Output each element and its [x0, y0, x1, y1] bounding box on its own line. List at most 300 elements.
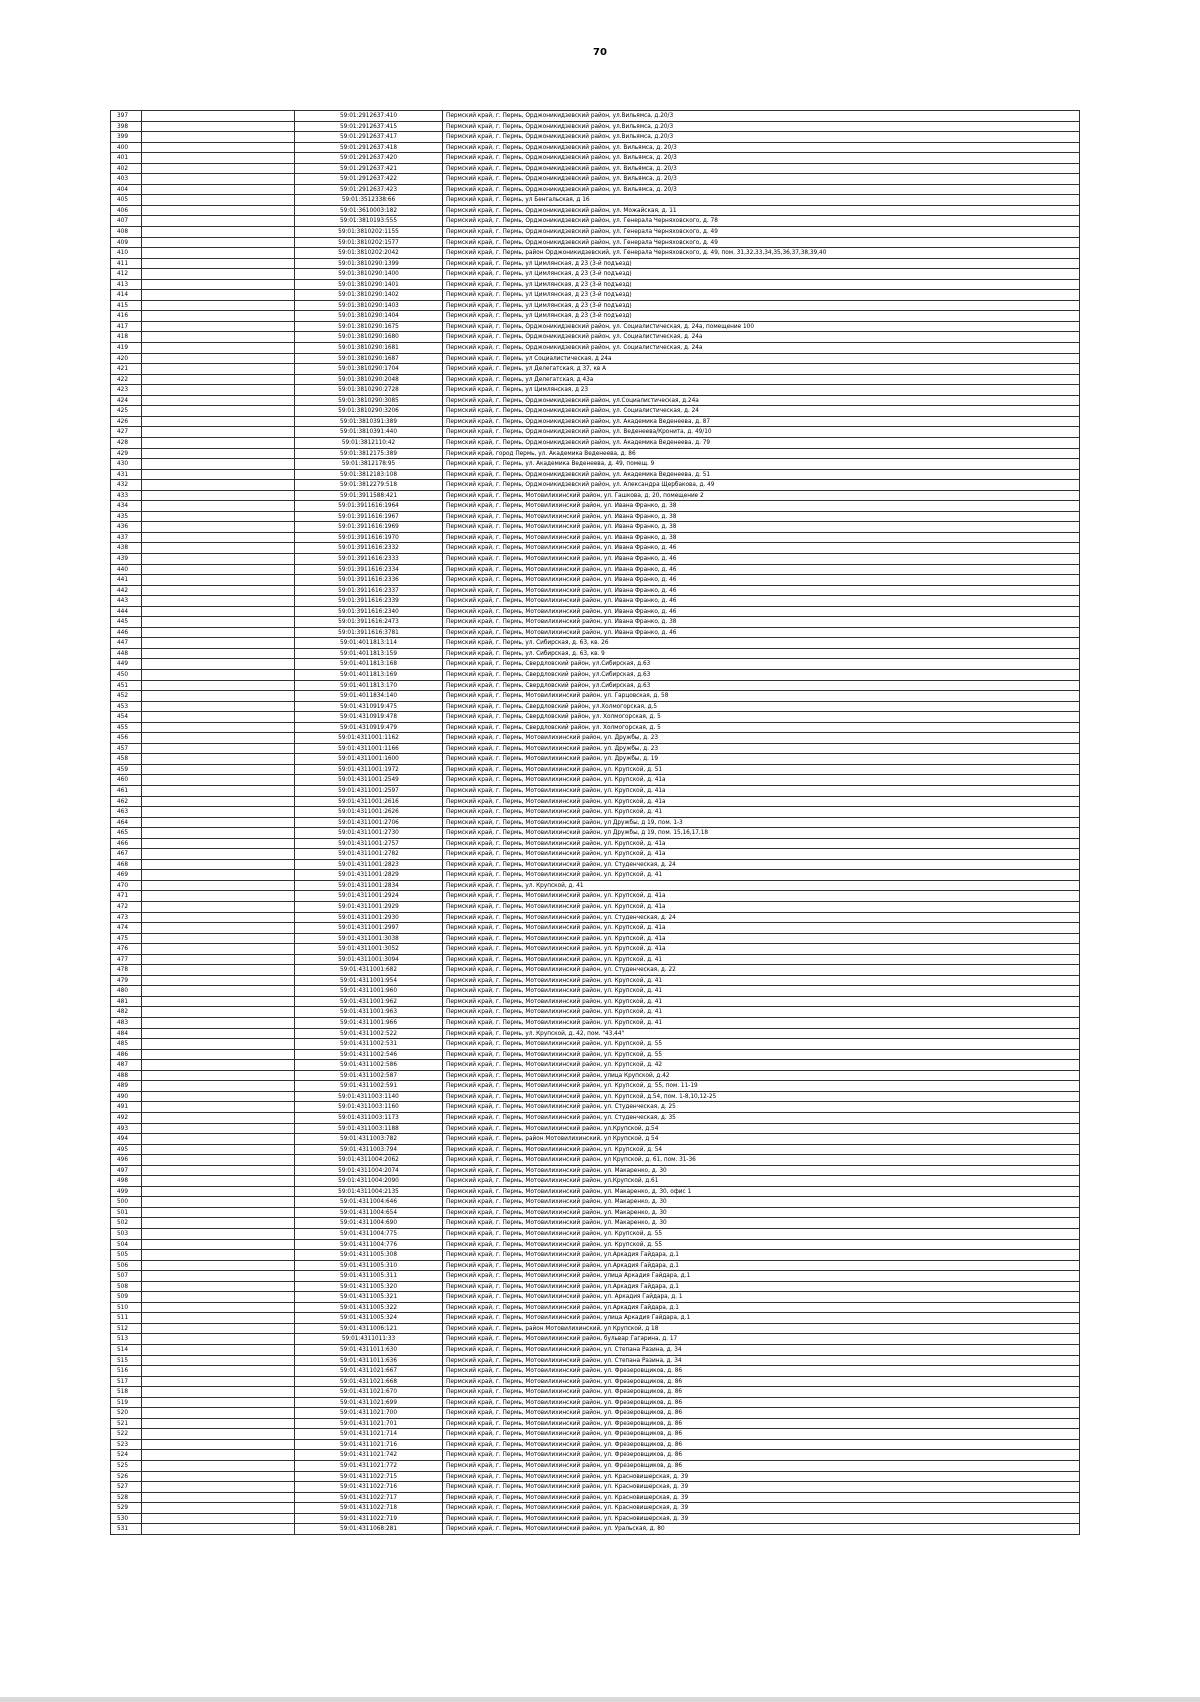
table-row	[111, 870, 1080, 881]
row-blank	[142, 216, 295, 227]
address: Пермский край, г. Пермь, Мотовилихинский район, ул. Крупской, д. 41	[443, 996, 1080, 1007]
table-row	[111, 1250, 1080, 1261]
address: Пермский край, г. Пермь, ул Цимлянская, д 23 (3-й подъезд)	[443, 279, 1080, 290]
row-number: 522	[111, 1429, 142, 1440]
row-number: 493	[111, 1123, 142, 1134]
cadastral-number: 59:01:4311022:718	[295, 1503, 443, 1514]
row-blank	[142, 596, 295, 607]
table-row	[111, 986, 1080, 997]
row-blank	[142, 1503, 295, 1514]
row-number: 431	[111, 469, 142, 480]
cadastral-number: 59:01:3911616:2339	[295, 596, 443, 607]
table-row	[111, 923, 1080, 934]
address: Пермский край, г. Пермь, Орджоникидзевский район, ул.Социалистическая, д.24а	[443, 395, 1080, 406]
address: Пермский край, г. Пермь, Мотовилихинский район, ул Дружбы, д 19, пом. 1-3	[443, 817, 1080, 828]
address: Пермский край, г. Пермь, район Мотовилихинский, ул Крупской, д 54	[443, 1134, 1080, 1145]
address: Пермский край, г. Пермь, Мотовилихинский район, ул. Крупской, д. 41а	[443, 838, 1080, 849]
row-blank	[142, 248, 295, 259]
address: Пермский край, г. Пермь, Мотовилихинский район, ул. Крупской, д. 55	[443, 1239, 1080, 1250]
cadastral-number: 59:01:3810290:1404	[295, 311, 443, 322]
address: Пермский край, г. Пермь, Мотовилихинский район, улица Аркадия Гайдара, д.1	[443, 1313, 1080, 1324]
cadastral-number: 59:01:4311005:320	[295, 1281, 443, 1292]
row-blank	[142, 564, 295, 575]
address: Пермский край, г. Пермь, Мотовилихинский район, ул. Студенческая, д. 35	[443, 1112, 1080, 1123]
address: Пермский край, г. Пермь, Мотовилихинский район, ул. Крупской, д. 41а	[443, 944, 1080, 955]
cadastral-number: 59:01:4311001:1972	[295, 764, 443, 775]
row-blank	[142, 1028, 295, 1039]
table-row	[111, 1165, 1080, 1176]
row-blank	[142, 575, 295, 586]
row-number: 450	[111, 669, 142, 680]
table-row	[111, 1439, 1080, 1450]
table-row	[111, 300, 1080, 311]
address: Пермский край, г. Пермь, Мотовилихинский район, ул. Ивана Франко, д. 38	[443, 617, 1080, 628]
table-row	[111, 111, 1080, 122]
cadastral-number: 59:01:4311001:963	[295, 1007, 443, 1018]
table-row	[111, 1155, 1080, 1166]
row-number: 512	[111, 1323, 142, 1334]
cadastral-number: 59:01:4311021:670	[295, 1387, 443, 1398]
address: Пермский край, город Пермь, ул. Академика Веденеева, д. 86	[443, 448, 1080, 459]
row-number: 435	[111, 511, 142, 522]
table-row	[111, 459, 1080, 470]
row-number: 462	[111, 796, 142, 807]
row-number: 405	[111, 195, 142, 206]
row-number: 439	[111, 553, 142, 564]
row-blank	[142, 606, 295, 617]
row-number: 428	[111, 437, 142, 448]
table-row	[111, 1207, 1080, 1218]
cadastral-number: 59:01:3810391:389	[295, 416, 443, 427]
table-row	[111, 1144, 1080, 1155]
address: Пермский край, г. Пермь, Орджоникидзевский район, ул. Социалистическая, д. 24а	[443, 332, 1080, 343]
row-blank	[142, 902, 295, 913]
address: Пермский край, г. Пермь, Мотовилихинский район, ул Дружбы, д 19, пом. 15,16,17,18	[443, 828, 1080, 839]
table-row	[111, 1429, 1080, 1440]
address: Пермский край, г. Пермь, Мотовилихинский район, ул. Фрезеровщиков, д. 86	[443, 1397, 1080, 1408]
row-number: 411	[111, 258, 142, 269]
row-number: 519	[111, 1397, 142, 1408]
cadastral-number: 59:01:4311001:2997	[295, 923, 443, 934]
table-row	[111, 1471, 1080, 1482]
table-row	[111, 153, 1080, 164]
cadastral-number: 59:01:4311021:700	[295, 1408, 443, 1419]
address: Пермский край, г. Пермь, Орджоникидзевский район, ул. Вильямса, д. 20/3	[443, 174, 1080, 185]
row-number: 437	[111, 532, 142, 543]
cadastral-number: 59:01:4311011:630	[295, 1344, 443, 1355]
table-row	[111, 1091, 1080, 1102]
cadastral-number: 59:01:3911616:1970	[295, 532, 443, 543]
row-blank	[142, 153, 295, 164]
table-row	[111, 1461, 1080, 1472]
row-number: 409	[111, 237, 142, 248]
address: Пермский край, г. Пермь, Мотовилихинский район, ул. Ивана Франко, д. 46	[443, 564, 1080, 575]
address: Пермский край, г. Пермь, ул Цимлянская, д 23 (3-й подъезд)	[443, 258, 1080, 269]
cadastral-number: 59:01:4311001:2834	[295, 880, 443, 891]
row-number: 449	[111, 659, 142, 670]
table-row	[111, 480, 1080, 491]
table-row	[111, 121, 1080, 132]
row-number: 523	[111, 1439, 142, 1450]
row-blank	[142, 459, 295, 470]
row-blank	[142, 374, 295, 385]
row-blank	[142, 733, 295, 744]
table-row	[111, 532, 1080, 543]
cadastral-number: 59:01:4311001:2924	[295, 891, 443, 902]
row-number: 502	[111, 1218, 142, 1229]
row-number: 490	[111, 1091, 142, 1102]
address: Пермский край, г. Пермь, Мотовилихинский район, ул. Красновишерская, д. 39	[443, 1471, 1080, 1482]
table-row	[111, 1292, 1080, 1303]
cadastral-number: 59:01:3810193:555	[295, 216, 443, 227]
cadastral-number: 59:01:4311001:2829	[295, 870, 443, 881]
row-blank	[142, 617, 295, 628]
cadastral-number: 59:01:3810290:2048	[295, 374, 443, 385]
row-number: 520	[111, 1408, 142, 1419]
table-row	[111, 596, 1080, 607]
cadastral-number: 59:01:4311001:3094	[295, 954, 443, 965]
row-number: 487	[111, 1060, 142, 1071]
row-number: 421	[111, 364, 142, 375]
row-number: 455	[111, 722, 142, 733]
row-blank	[142, 722, 295, 733]
row-blank	[142, 796, 295, 807]
address: Пермский край, г. Пермь, Мотовилихинский район, ул. Красновишерская, д. 39	[443, 1482, 1080, 1493]
row-number: 497	[111, 1165, 142, 1176]
address: Пермский край, г. Пермь, Орджоникидзевский район, ул. Вильямса, д. 20/3	[443, 142, 1080, 153]
address: Пермский край, г. Пермь, Мотовилихинский район, ул. Крупской, д. 51	[443, 764, 1080, 775]
row-number: 414	[111, 290, 142, 301]
row-number: 426	[111, 416, 142, 427]
address: Пермский край, г. Пермь, Орджоникидзевский район, ул. Веденеева/Кронита, д. 49/10	[443, 427, 1080, 438]
cadastral-number: 59:01:2912637:422	[295, 174, 443, 185]
table-row	[111, 1503, 1080, 1514]
cadastral-number: 59:01:3810290:1675	[295, 321, 443, 332]
row-number: 459	[111, 764, 142, 775]
table-row	[111, 996, 1080, 1007]
row-blank	[142, 954, 295, 965]
address: Пермский край, г. Пермь, Орджоникидзевский район, ул.Вильямса, д.20/3	[443, 132, 1080, 143]
row-blank	[142, 1344, 295, 1355]
cadastral-number: 59:01:3812175:389	[295, 448, 443, 459]
address: Пермский край, г. Пермь, Мотовилихинский район, ул. Дружбы, д. 23	[443, 743, 1080, 754]
row-number: 501	[111, 1207, 142, 1218]
row-number: 452	[111, 691, 142, 702]
cadastral-number: 59:01:3812279:518	[295, 480, 443, 491]
cadastral-number: 59:01:4011813:114	[295, 638, 443, 649]
row-number: 495	[111, 1144, 142, 1155]
table-row	[111, 933, 1080, 944]
row-number: 430	[111, 459, 142, 470]
row-blank	[142, 786, 295, 797]
cadastral-number: 59:01:4311001:2757	[295, 838, 443, 849]
row-number: 443	[111, 596, 142, 607]
row-blank	[142, 290, 295, 301]
cadastral-number: 59:01:4311001:960	[295, 986, 443, 997]
address: Пермский край, г. Пермь, Мотовилихинский район, ул. Крупской, д. 41а	[443, 775, 1080, 786]
row-number: 525	[111, 1461, 142, 1472]
table-row	[111, 891, 1080, 902]
table-row	[111, 448, 1080, 459]
row-blank	[142, 184, 295, 195]
cadastral-number: 59:01:3810290:1399	[295, 258, 443, 269]
row-blank	[142, 1070, 295, 1081]
table-row	[111, 1070, 1080, 1081]
row-blank	[142, 712, 295, 723]
page-number: 70	[593, 47, 607, 58]
row-number: 477	[111, 954, 142, 965]
row-number: 399	[111, 132, 142, 143]
row-blank	[142, 1228, 295, 1239]
row-blank	[142, 501, 295, 512]
table-row	[111, 427, 1080, 438]
row-number: 432	[111, 480, 142, 491]
row-number: 448	[111, 648, 142, 659]
row-number: 453	[111, 701, 142, 712]
row-blank	[142, 1007, 295, 1018]
row-number: 457	[111, 743, 142, 754]
table-row	[111, 648, 1080, 659]
table-row	[111, 1028, 1080, 1039]
row-blank	[142, 828, 295, 839]
row-number: 461	[111, 786, 142, 797]
row-number: 482	[111, 1007, 142, 1018]
row-number: 467	[111, 849, 142, 860]
row-number: 460	[111, 775, 142, 786]
row-blank	[142, 353, 295, 364]
row-number: 526	[111, 1471, 142, 1482]
cadastral-number: 59:01:4311004:654	[295, 1207, 443, 1218]
cadastral-number: 59:01:4011813:168	[295, 659, 443, 670]
cadastral-number: 59:01:4311001:3038	[295, 933, 443, 944]
cadastral-number: 59:01:4311003:1188	[295, 1123, 443, 1134]
table-row	[111, 1197, 1080, 1208]
row-number: 446	[111, 627, 142, 638]
address: Пермский край, г. Пермь, ул. Сибирская, д. 63, кв. 9	[443, 648, 1080, 659]
row-number: 413	[111, 279, 142, 290]
row-number: 454	[111, 712, 142, 723]
row-blank	[142, 1355, 295, 1366]
cadastral-number: 59:01:3810290:2728	[295, 385, 443, 396]
row-number: 470	[111, 880, 142, 891]
row-number: 504	[111, 1239, 142, 1250]
address: Пермский край, г. Пермь, Мотовилихинский район, ул. Фрезеровщиков, д. 86	[443, 1429, 1080, 1440]
address: Пермский край, г. Пермь, Свердловский район, ул.Сибирская, д.63	[443, 659, 1080, 670]
address: Пермский край, г. Пермь, Мотовилихинский район, ул. Степана Разина, д. 34	[443, 1355, 1080, 1366]
table-row	[111, 1186, 1080, 1197]
row-blank	[142, 406, 295, 417]
table-row	[111, 437, 1080, 448]
row-blank	[142, 1313, 295, 1324]
row-number: 506	[111, 1260, 142, 1271]
address: Пермский край, г. Пермь, Орджоникидзевский район, ул.Вильямса, д.20/3	[443, 121, 1080, 132]
row-number: 400	[111, 142, 142, 153]
cadastral-number: 59:01:4311001:1166	[295, 743, 443, 754]
row-blank	[142, 364, 295, 375]
row-number: 424	[111, 395, 142, 406]
cadastral-number: 59:01:3810290:3206	[295, 406, 443, 417]
address: Пермский край, г. Пермь, Мотовилихинский район, улица Крупской, д.42	[443, 1070, 1080, 1081]
row-number: 407	[111, 216, 142, 227]
row-blank	[142, 258, 295, 269]
row-blank	[142, 321, 295, 332]
table-row	[111, 606, 1080, 617]
registry-table-body	[111, 111, 1080, 1535]
address: Пермский край, г. Пермь, Мотовилихинский район, ул. Красновишерская, д. 39	[443, 1513, 1080, 1524]
row-blank	[142, 111, 295, 122]
row-number: 527	[111, 1482, 142, 1493]
row-blank	[142, 996, 295, 1007]
table-row	[111, 754, 1080, 765]
row-number: 483	[111, 1018, 142, 1029]
address: Пермский край, г. Пермь, Мотовилихинский район, ул. Степана Разина, д. 34	[443, 1344, 1080, 1355]
table-row	[111, 1387, 1080, 1398]
cadastral-number: 59:01:4311004:2090	[295, 1176, 443, 1187]
cadastral-number: 59:01:4311021:699	[295, 1397, 443, 1408]
cadastral-number: 59:01:3812183:108	[295, 469, 443, 480]
address: Пермский край, г. Пермь, Мотовилихинский район, ул. Крупской, д. 41	[443, 870, 1080, 881]
row-blank	[142, 807, 295, 818]
table-row	[111, 786, 1080, 797]
table-row	[111, 1281, 1080, 1292]
address: Пермский край, г. Пермь, Мотовилихинский район, ул. Фрезеровщиков, д. 86	[443, 1439, 1080, 1450]
table-row	[111, 132, 1080, 143]
address: Пермский край, г. Пермь, ул Цимлянская, д 23 (3-й подъезд)	[443, 290, 1080, 301]
table-row	[111, 975, 1080, 986]
row-blank	[142, 543, 295, 554]
table-row	[111, 617, 1080, 628]
row-blank	[142, 743, 295, 754]
address: Пермский край, г. Пермь, Мотовилихинский район, ул. Крупской, д. 42	[443, 1060, 1080, 1071]
cadastral-number: 59:01:4311002:522	[295, 1028, 443, 1039]
row-number: 476	[111, 944, 142, 955]
address: Пермский край, г. Пермь, Мотовилихинский район, ул. Фрезеровщиков, д. 86	[443, 1376, 1080, 1387]
address: Пермский край, г. Пермь, Мотовилихинский район, ул. Крупской, д. 55, пом. 11-19	[443, 1081, 1080, 1092]
row-number: 507	[111, 1271, 142, 1282]
address: Пермский край, г. Пермь, Мотовилихинский район, ул. Красновишерская, д. 39	[443, 1492, 1080, 1503]
row-number: 410	[111, 248, 142, 259]
row-number: 478	[111, 965, 142, 976]
row-number: 496	[111, 1155, 142, 1166]
row-blank	[142, 764, 295, 775]
table-row	[111, 311, 1080, 322]
cadastral-number: 59:01:4311022:716	[295, 1482, 443, 1493]
row-number: 408	[111, 227, 142, 238]
address: Пермский край, г. Пермь, район Мотовилихинский, ул Крупской, д 18	[443, 1323, 1080, 1334]
address: Пермский край, г. Пермь, Мотовилихинский район, ул. Красновишерская, д. 39	[443, 1503, 1080, 1514]
cadastral-number: 59:01:4311005:321	[295, 1292, 443, 1303]
address: Пермский край, г. Пермь, Мотовилихинский район, ул. Крупской, д. 41	[443, 954, 1080, 965]
row-number: 404	[111, 184, 142, 195]
row-blank	[142, 437, 295, 448]
table-row	[111, 353, 1080, 364]
table-row	[111, 944, 1080, 955]
row-number: 417	[111, 321, 142, 332]
table-row	[111, 712, 1080, 723]
row-number: 492	[111, 1112, 142, 1123]
cadastral-number: 59:01:4311004:690	[295, 1218, 443, 1229]
row-blank	[142, 1018, 295, 1029]
row-blank	[142, 1186, 295, 1197]
table-row	[111, 575, 1080, 586]
cadastral-number: 59:01:3911616:2332	[295, 543, 443, 554]
row-number: 518	[111, 1387, 142, 1398]
cadastral-number: 59:01:4311005:308	[295, 1250, 443, 1261]
row-number: 416	[111, 311, 142, 322]
cadastral-number: 59:01:2912637:423	[295, 184, 443, 195]
cadastral-number: 59:01:4311021:714	[295, 1429, 443, 1440]
row-blank	[142, 121, 295, 132]
address: Пермский край, г. Пермь, Мотовилихинский район, ул. Ивана Франко, д. 46	[443, 606, 1080, 617]
cadastral-number: 59:01:4311001:2549	[295, 775, 443, 786]
cadastral-number: 59:01:3911616:2336	[295, 575, 443, 586]
row-blank	[142, 132, 295, 143]
row-number: 528	[111, 1492, 142, 1503]
cadastral-number: 59:01:4311002:591	[295, 1081, 443, 1092]
row-blank	[142, 1155, 295, 1166]
cadastral-number: 59:01:3911616:3781	[295, 627, 443, 638]
address: Пермский край, г. Пермь, Мотовилихинский район, ул. Уральская, д. 80	[443, 1524, 1080, 1535]
cadastral-number: 59:01:3911616:2333	[295, 553, 443, 564]
cadastral-number: 59:01:4311004:2074	[295, 1165, 443, 1176]
table-row	[111, 1260, 1080, 1271]
row-blank	[142, 1271, 295, 1282]
table-row	[111, 406, 1080, 417]
row-blank	[142, 522, 295, 533]
cadastral-number: 59:01:4311001:2930	[295, 912, 443, 923]
cadastral-number: 59:01:3810290:1400	[295, 269, 443, 280]
cadastral-number: 59:01:4311001:966	[295, 1018, 443, 1029]
row-blank	[142, 174, 295, 185]
row-blank	[142, 986, 295, 997]
address: Пермский край, г. Пермь, Мотовилихинский район, ул. Ивана Франко, д. 46	[443, 627, 1080, 638]
address: Пермский край, г. Пермь, Мотовилихинский район, ул. Крупской, д. 41а	[443, 786, 1080, 797]
row-number: 499	[111, 1186, 142, 1197]
address: Пермский край, г. Пермь, ул Цимлянская, д 23 (3-й подъезд)	[443, 300, 1080, 311]
cadastral-number: 59:01:4311006:121	[295, 1323, 443, 1334]
row-blank	[142, 1197, 295, 1208]
row-number: 406	[111, 205, 142, 216]
row-blank	[142, 638, 295, 649]
row-number: 524	[111, 1450, 142, 1461]
address: Пермский край, г. Пермь, Орджоникидзевский район, ул. Александра Щербакова, д. 49	[443, 480, 1080, 491]
row-blank	[142, 1366, 295, 1377]
cadastral-number: 59:01:3810290:1680	[295, 332, 443, 343]
cadastral-number: 59:01:3810290:1704	[295, 364, 443, 375]
address: Пермский край, г. Пермь, Мотовилихинский район, ул. Дружбы, д. 19	[443, 754, 1080, 765]
row-number: 521	[111, 1418, 142, 1429]
cadastral-number: 59:01:3810290:1401	[295, 279, 443, 290]
table-row	[111, 1482, 1080, 1493]
address: Пермский край, г. Пермь, Мотовилихинский район, ул. Крупской, д. 41	[443, 807, 1080, 818]
address: Пермский край, г. Пермь, Мотовилихинский район, ул. Крупской, д. 41	[443, 975, 1080, 986]
address: Пермский край, г. Пермь, Мотовилихинский район, ул.Аркадия Гайдара, д.1	[443, 1250, 1080, 1261]
table-row	[111, 1007, 1080, 1018]
table-row	[111, 142, 1080, 153]
row-blank	[142, 1461, 295, 1472]
cadastral-number: 59:01:2912637:418	[295, 142, 443, 153]
table-row	[111, 638, 1080, 649]
row-number: 427	[111, 427, 142, 438]
address: Пермский край, г. Пермь, Мотовилихинский район, улица Аркадия Гайдара, д.1	[443, 1271, 1080, 1282]
table-row	[111, 1039, 1080, 1050]
table-row	[111, 1018, 1080, 1029]
cadastral-number: 59:01:4311003:1140	[295, 1091, 443, 1102]
table-row	[111, 374, 1080, 385]
cadastral-number: 59:01:3512338:66	[295, 195, 443, 206]
address: Пермский край, г. Пермь, Мотовилихинский район, ул. Крупской, д. 41а	[443, 891, 1080, 902]
row-number: 471	[111, 891, 142, 902]
